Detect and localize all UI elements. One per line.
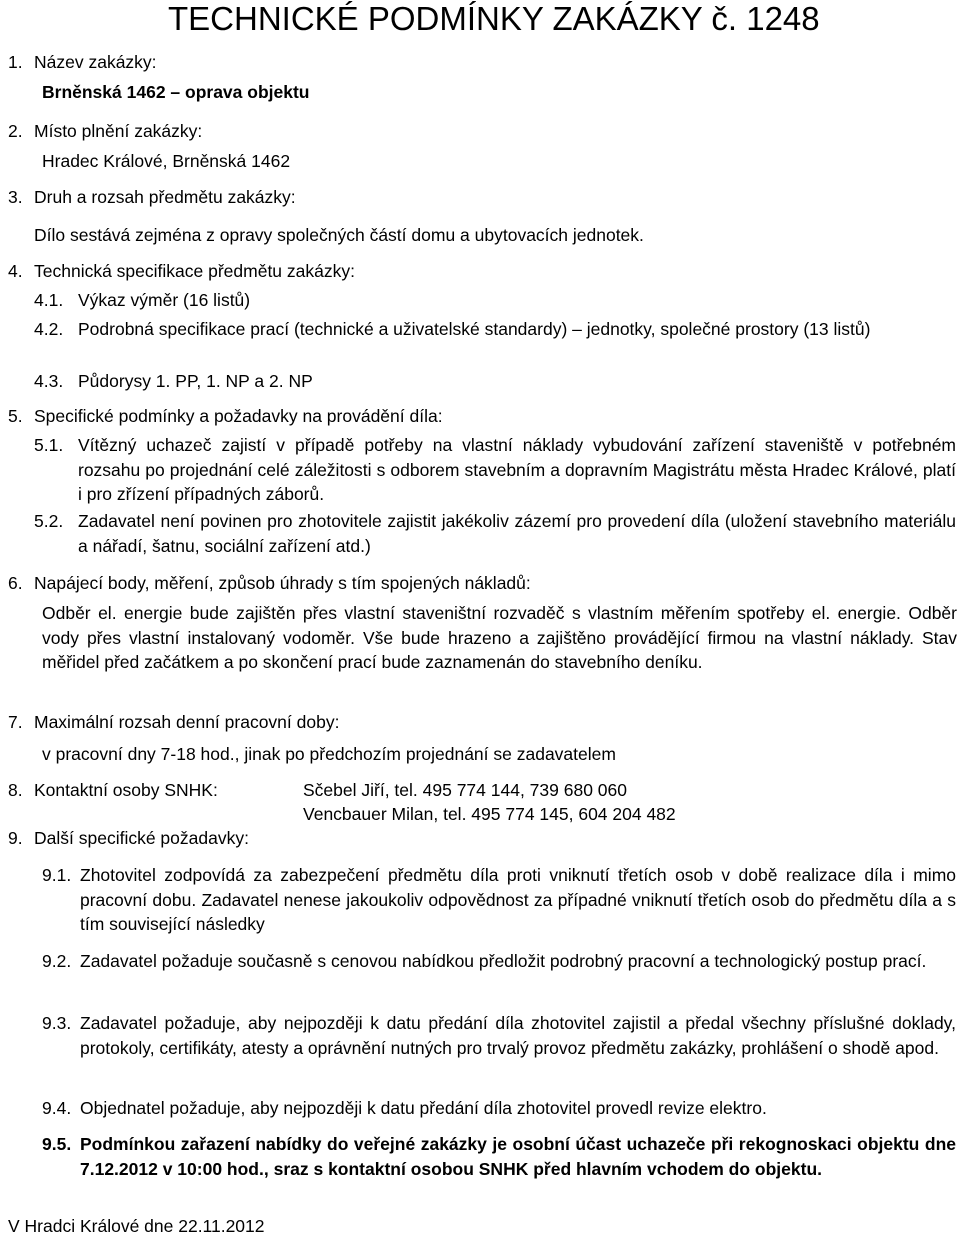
item-5-2-text: Zadavatel není povinen pro zhotovitele zajistit jakékoliv zázemí pro provedení díla (uložení stavebního materiálu a nářadí, šatnu, sociální zařízení atd.) xyxy=(78,511,956,556)
section-7-number: 7. xyxy=(8,712,23,732)
item-9-4-text: Objednatel požaduje, aby nejpozději k datu předání díla zhotovitel provedl revize elektro. xyxy=(80,1098,767,1118)
section-6-text: Odběr el. energie bude zajištěn přes vlastní staveništní rozvaděč s vlastním měřením spotřeby el. energie. Odběr vody přes vlastní instalovaný vodoměr. Vše bude hrazeno a zajištěno provádějící firmou na vlastní náklady. Stav měřidel před začátkem a po skončení prací bude zaznamenán do stavebního deníku. xyxy=(42,603,957,672)
section-2-number: 2. xyxy=(8,121,23,141)
section-4-label: Technická specifikace předmětu zakázky: xyxy=(34,261,355,281)
section-7-label: Maximální rozsah denní pracovní doby: xyxy=(34,712,340,732)
section-2-label: Místo plnění zakázky: xyxy=(34,121,203,141)
item-4-1-text: Výkaz výměr (16 listů) xyxy=(78,290,251,310)
section-7-value: v pracovní dny 7-18 hod., jinak po předchozím projednání se zadavatelem xyxy=(42,744,616,764)
item-9-2-text: Zadavatel požaduje současně s cenovou nabídkou předložit podrobný pracovní a technologický postup prací. xyxy=(80,951,927,971)
item-9-5-number: 9.5. xyxy=(42,1134,72,1154)
section-3-number: 3. xyxy=(8,187,23,207)
section-6-number: 6. xyxy=(8,573,23,593)
section-4-number: 4. xyxy=(8,261,23,281)
item-9-4-number: 9.4. xyxy=(42,1098,72,1118)
item-9-2-number: 9.2. xyxy=(42,951,72,971)
section-5-label: Specifické podmínky a požadavky na provádění díla: xyxy=(34,406,443,426)
footer-date: V Hradci Králové dne 22.11.2012 xyxy=(8,1216,265,1236)
item-4-3-number: 4.3. xyxy=(34,371,64,391)
section-3-label: Druh a rozsah předmětu zakázky: xyxy=(34,187,296,207)
item-9-3-text: Zadavatel požaduje, aby nejpozději k datu předání díla zhotovitel zajistil a předal všechny příslušné doklady, protokoly, certifikáty, atesty a oprávnění nutných pro trvalý provoz předmětu zakázky, prohlášení o shodě apod. xyxy=(80,1013,956,1058)
section-1-value: Brněnská 1462 – oprava objektu xyxy=(42,82,310,102)
section-8-number: 8. xyxy=(8,780,23,800)
section-1-label: Název zakázky: xyxy=(34,52,157,72)
section-5-number: 5. xyxy=(8,406,23,426)
item-4-2-number: 4.2. xyxy=(34,319,64,339)
section-3-value: Dílo sestává zejména z opravy společných částí domu a ubytovacích jednotek. xyxy=(34,225,644,245)
section-9-label: Další specifické požadavky: xyxy=(34,828,249,848)
contact-1: Sčebel Jiří, tel. 495 774 144, 739 680 060 xyxy=(303,780,627,800)
item-4-3-text: Půdorysy 1. PP, 1. NP a 2. NP xyxy=(78,371,313,391)
item-9-3-number: 9.3. xyxy=(42,1013,72,1033)
item-9-1-number: 9.1. xyxy=(42,865,72,885)
section-1-number: 1. xyxy=(8,52,23,72)
section-9-number: 9. xyxy=(8,828,23,848)
section-2-value: Hradec Králové, Brněnská 1462 xyxy=(42,151,291,171)
item-5-1-number: 5.1. xyxy=(34,435,64,455)
item-5-1-text: Vítězný uchazeč zajistí v případě potřeby na vlastní náklady vybudování zařízení staveniště v potřebném rozsahu po projednání celé záležitosti s odborem stavebním a dopravním Magistrátu města Hradec Králové, platí i pro zřízení případných záborů. xyxy=(78,435,956,504)
item-9-5-text: Podmínkou zařazení nabídky do veřejné zakázky je osobní účast uchazeče při rekognoskaci objektu dne 7.12.2012 v 10:00 hod., sraz s kontaktní osobou SNHK před hlavním vchodem do objektu. xyxy=(80,1134,956,1179)
contact-2: Vencbauer Milan, tel. 495 774 145, 604 204 482 xyxy=(303,804,676,824)
item-4-2-text: Podrobná specifikace prací (technické a uživatelské standardy) – jednotky, společné prostory (13 listů) xyxy=(78,319,871,339)
item-4-1-number: 4.1. xyxy=(34,290,64,310)
section-8-label: Kontaktní osoby SNHK: xyxy=(34,780,218,800)
item-9-1-text: Zhotovitel zodpovídá za zabezpečení předmětu díla proti vniknutí třetích osob v době realizace díla i mimo pracovní dobu. Zadavatel nenese jakoukoliv odpovědnost za případné vniknutí třetích osob do předmětu díla a s tím související následky xyxy=(80,865,956,934)
document-title: TECHNICKÉ PODMÍNKY ZAKÁZKY č. 1248 xyxy=(168,0,820,37)
section-6-label: Napájecí body, měření, způsob úhrady s tím spojených nákladů: xyxy=(34,573,531,593)
item-5-2-number: 5.2. xyxy=(34,511,64,531)
